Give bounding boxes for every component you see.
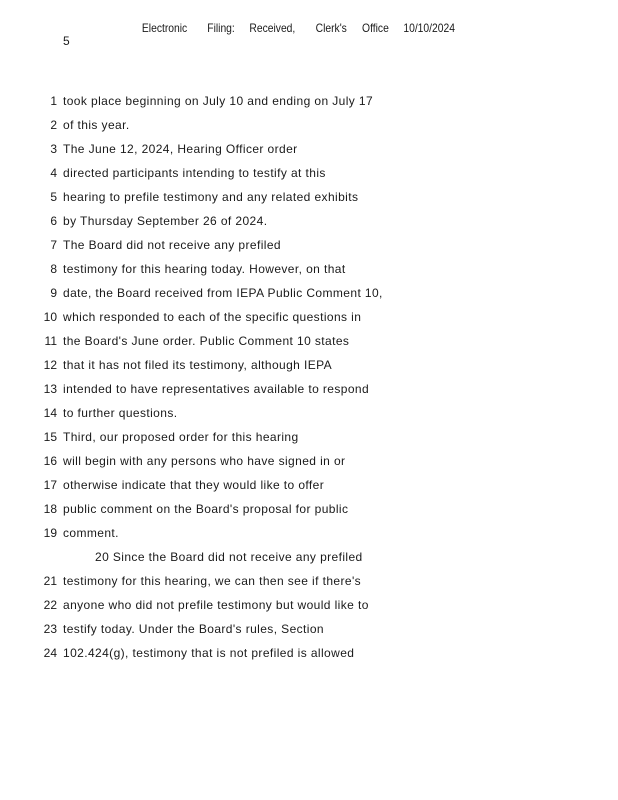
line-number: 3 [50,142,57,156]
transcript-line [0,306,618,330]
transcript-line [0,330,618,354]
transcript-line [0,642,618,666]
line-number: 22 [43,598,57,612]
line-text: will begin with any persons who have signed in or [63,454,346,468]
line-number: 18 [43,502,57,516]
line-number: 14 [43,406,57,420]
transcript-line [0,618,618,642]
filing-stamp-clerks: Clerk's [315,21,347,35]
line-text: anyone who did not prefile testimony but would like to [63,598,369,612]
line-text: 20 Since the Board did not receive any prefiled [95,550,363,564]
line-text: took place beginning on July 10 and ending on July 17 [63,94,374,108]
line-text: of this year. [63,118,130,132]
line-number: 7 [50,238,57,252]
line-number: 13 [43,382,57,396]
transcript-line [0,570,618,594]
line-number: 21 [43,574,57,588]
line-number: 9 [50,286,57,300]
line-text: the Board's June order. Public Comment 10 states [63,334,350,348]
transcript-line [0,90,618,114]
transcript-line [0,210,618,234]
filing-stamp-office: Office [362,21,389,35]
line-text: which responded to each of the specific questions in [63,310,362,324]
line-text: that it has not filed its testimony, although IEPA [63,358,333,372]
filing-stamp-received: Received, [249,21,296,35]
line-number: 24 [43,646,57,660]
transcript-line [0,258,618,282]
line-text: to further questions. [63,406,178,420]
line-text: Third, our proposed order for this hearing [63,430,299,444]
transcript-line [0,114,618,138]
transcript-line [0,426,618,450]
line-text: 102.424(g), testimony that is not prefiled is allowed [63,646,355,660]
line-text: by Thursday September 26 of 2024. [63,214,268,228]
line-number: 5 [50,190,57,204]
transcript-line [0,474,618,498]
transcript-line [0,450,618,474]
transcript-line [0,402,618,426]
transcript-line [0,354,618,378]
line-text: directed participants intending to testify at this [63,166,326,180]
transcript-line [0,522,618,546]
line-text: testify today. Under the Board's rules, Section [63,622,324,636]
line-number: 12 [43,358,57,372]
line-number: 11 [44,334,57,348]
transcript-line [0,162,618,186]
transcript-line [0,138,618,162]
page-number: 5 [63,34,70,48]
line-number: 23 [43,622,57,636]
line-number: 10 [43,310,57,324]
line-number: 16 [43,454,57,468]
line-text: date, the Board received from IEPA Public Comment 10, [63,286,383,300]
transcript-line [0,282,618,306]
line-text: otherwise indicate that they would like to offer [63,478,325,492]
transcript-line [0,378,618,402]
line-text: The June 12, 2024, Hearing Officer order [63,142,298,156]
line-number: 15 [43,430,57,444]
line-number: 8 [50,262,57,276]
line-text: testimony for this hearing today. However, on that [63,262,346,276]
filing-stamp-filing: Filing: [207,21,235,35]
line-number: 1 [50,94,57,108]
filing-stamp-header [0,20,531,36]
line-text: testimony for this hearing, we can then see if there's [63,574,362,588]
line-text: comment. [63,526,119,540]
line-number: 4 [50,166,57,180]
filing-stamp-electronic: Electronic [141,21,188,35]
transcript-line [0,546,618,570]
line-number: 2 [50,118,57,132]
transcript-line [0,234,618,258]
transcript-line [0,498,618,522]
line-text: The Board did not receive any prefiled [63,238,281,252]
transcript-line [0,594,618,618]
line-number: 19 [43,526,57,540]
transcript-line [0,186,618,210]
filing-stamp-date: 10/10/2024 [403,21,455,35]
line-text: intended to have representatives available to respond [63,382,370,396]
transcript-body [0,90,618,666]
line-text: hearing to prefile testimony and any related exhibits [63,190,359,204]
line-number: 6 [50,214,57,228]
line-text: public comment on the Board's proposal for public [63,502,349,516]
line-number: 17 [43,478,57,492]
